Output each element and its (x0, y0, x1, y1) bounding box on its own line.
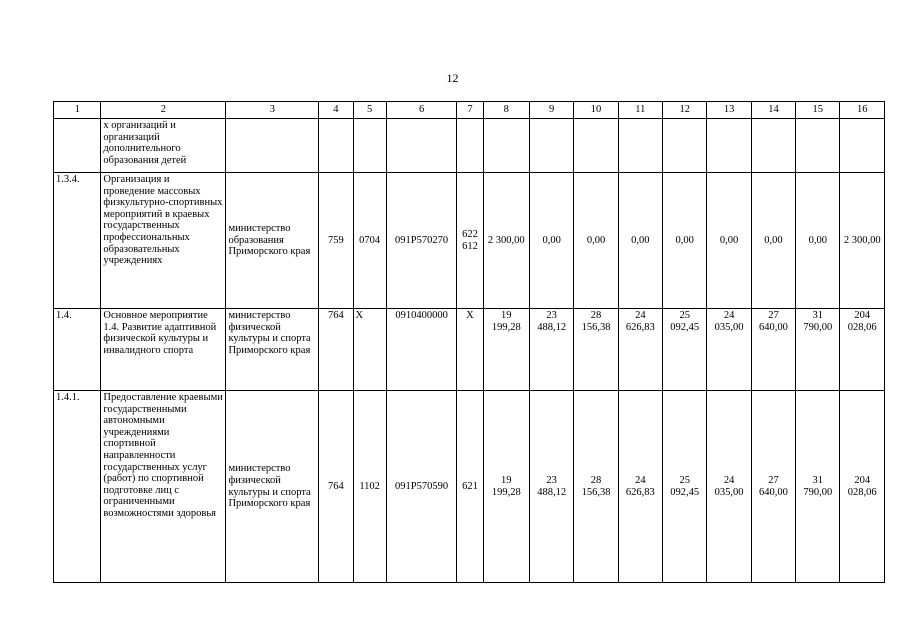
amount-cell: 31 790,00 (796, 391, 840, 583)
total-cell: 2 300,00 (840, 173, 885, 309)
column-header: 8 (483, 102, 529, 119)
amount-cell (529, 119, 573, 173)
amount-cell: 24 626,83 (618, 391, 662, 583)
code-cell: 621 (457, 391, 483, 583)
measure-name-cell: х организаций и организаций дополнительного образования детей (101, 119, 226, 173)
total-cell: 204 028,06 (840, 309, 885, 391)
amount-cell: 0,00 (663, 173, 707, 309)
code-cell: 764 (319, 391, 353, 583)
table-row (54, 391, 885, 583)
item-number-cell: 1.4.1. (54, 391, 101, 583)
amount-cell: 28 156,38 (574, 391, 618, 583)
amount-cell (796, 119, 840, 173)
amount-cell: 27 640,00 (751, 309, 795, 391)
code-cell: 0704 (353, 173, 386, 309)
column-header: 6 (386, 102, 457, 119)
column-header: 2 (101, 102, 226, 119)
amount-cell: 0,00 (707, 173, 751, 309)
responsible-cell: министерство физической культуры и спорта Приморского края (226, 309, 319, 391)
budget-table (53, 101, 885, 583)
amount-cell (707, 119, 751, 173)
amount-cell: 0,00 (529, 173, 573, 309)
amount-cell: 27 640,00 (751, 391, 795, 583)
amount-cell: 23 488,12 (529, 309, 573, 391)
amount-cell: 24 035,00 (707, 309, 751, 391)
code-cell: 622 612 (457, 173, 483, 309)
table-row (54, 119, 885, 173)
amount-cell: 0,00 (796, 173, 840, 309)
code-cell (386, 119, 457, 173)
amount-cell: 25 092,45 (663, 309, 707, 391)
column-header: 11 (618, 102, 662, 119)
page-number: 12 (446, 71, 459, 85)
amount-cell: 0,00 (751, 173, 795, 309)
code-cell: 1102 (353, 391, 386, 583)
column-header: 10 (574, 102, 618, 119)
code-cell: 759 (319, 173, 353, 309)
column-header: 12 (663, 102, 707, 119)
amount-cell (483, 119, 529, 173)
item-number-cell: 1.4. (54, 309, 101, 391)
amount-cell: 31 790,00 (796, 309, 840, 391)
column-header: 14 (751, 102, 795, 119)
code-cell: 764 (319, 309, 353, 391)
code-cell: 091P570590 (386, 391, 457, 583)
amount-cell: 24 626,83 (618, 309, 662, 391)
amount-cell: 28 156,38 (574, 309, 618, 391)
amount-cell: 0,00 (618, 173, 662, 309)
code-cell: X (457, 309, 483, 391)
responsible-cell: министерство образования Приморского края (226, 173, 319, 309)
code-cell (457, 119, 483, 173)
column-header: 9 (529, 102, 573, 119)
amount-cell (751, 119, 795, 173)
responsible-cell (226, 119, 319, 173)
code-cell: 091P570270 (386, 173, 457, 309)
item-number-cell: 1.3.4. (54, 173, 101, 309)
code-cell (319, 119, 353, 173)
measure-name-cell: Основное мероприятие 1.4. Развитие адаптивной физической культуры и инвалидного спорта (101, 309, 226, 391)
code-cell (353, 119, 386, 173)
amount-cell: 23 488,12 (529, 391, 573, 583)
table-row (54, 309, 885, 391)
amount-cell: 19 199,28 (483, 309, 529, 391)
amount-cell (574, 119, 618, 173)
table-row (54, 173, 885, 309)
code-cell: X (353, 309, 386, 391)
column-header: 15 (796, 102, 840, 119)
amount-cell: 2 300,00 (483, 173, 529, 309)
column-header: 5 (353, 102, 386, 119)
code-cell: 0910400000 (386, 309, 457, 391)
column-header: 4 (319, 102, 353, 119)
column-header: 1 (54, 102, 101, 119)
measure-name-cell: Организация и проведение массовых физкультурно-спортивных мероприятий в краевых государственных профессиональных образовательных учреждениях (101, 173, 226, 309)
column-header: 7 (457, 102, 483, 119)
amount-cell: 25 092,45 (663, 391, 707, 583)
total-cell: 204 028,06 (840, 391, 885, 583)
amount-cell: 24 035,00 (707, 391, 751, 583)
total-cell (840, 119, 885, 173)
column-header: 3 (226, 102, 319, 119)
column-header: 13 (707, 102, 751, 119)
amount-cell (618, 119, 662, 173)
measure-name-cell: Предоставление краевыми государственными автономными учреждениями спортивной направленности государственных услуг (работ) по спортивной подготовке лиц с ограниченными возможностями здоровья (101, 391, 226, 583)
amount-cell: 19 199,28 (483, 391, 529, 583)
item-number-cell (54, 119, 101, 173)
amount-cell: 0,00 (574, 173, 618, 309)
column-header: 16 (840, 102, 885, 119)
table-header-row (54, 102, 885, 119)
responsible-cell: министерство физической культуры и спорта Приморского края (226, 391, 319, 583)
amount-cell (663, 119, 707, 173)
